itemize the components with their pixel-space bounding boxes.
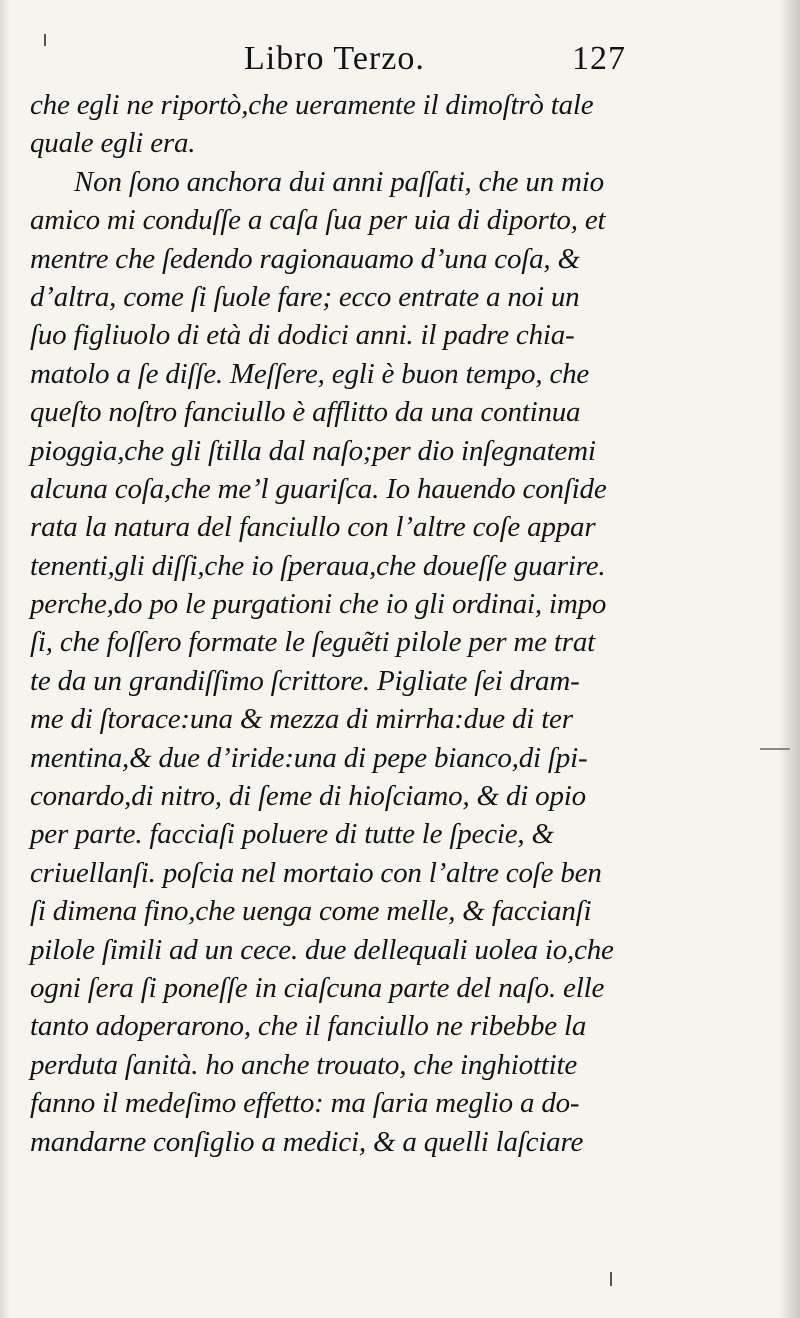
- text-line: rata la natura del fanciullo con l’altre coſe appar: [30, 511, 596, 544]
- gutter-shadow: [0, 0, 10, 1318]
- text-line: ſuo figliuolo di età di dodici anni. il padre chia-: [30, 319, 575, 352]
- text-line: pilole ſimili ad un cece. due dellequali uolea io,che: [30, 933, 614, 966]
- text-line: me di ſtorace:una & mezza di mirrha:due di ter: [30, 703, 573, 736]
- page-edge-shadow: [778, 0, 800, 1318]
- text-line: fanno il medeſimo effetto: ma ſaria meglio a do-: [30, 1087, 580, 1120]
- text-line: d’altra, come ſi ſuole fare; ecco entrate a noi un: [30, 280, 580, 313]
- scan-speck: [44, 34, 46, 46]
- text-line: perduta ſanità. ho anche trouato, che inghiottite: [30, 1048, 578, 1081]
- text-line: che egli ne riportò,che ueramente il dimoſtrò tale: [30, 89, 594, 121]
- text-line: tenenti,gli diſſi,che io ſperaua,che doueſſe guarire.: [30, 549, 606, 582]
- text-line: mandarne conſiglio a medici, & a quelli laſciare: [30, 1125, 584, 1158]
- text-line: criuellanſi. poſcia nel mortaio con l’altre coſe ben: [30, 856, 602, 889]
- text-line: alcuna coſa,che me’l guariſca. Io hauendo conſide: [30, 472, 607, 505]
- text-line: conardo,di nitro, di ſeme di hioſciamo, & di opio: [30, 780, 586, 813]
- text-line: te da un grandiſſimo ſcrittore. Pigliate ſei dram-: [30, 664, 580, 697]
- text-line: mentre che ſedendo ragionauamo d’una coſa, &: [30, 242, 580, 275]
- text-line: ſi, che foſſero formate le ſeguẽti pilole per me trat: [30, 626, 595, 659]
- text-line: perche,do po le purgationi che io gli ordinai, impo: [30, 588, 607, 621]
- text-line: mentina,& due d’iride:una di pepe bianco,di ſpi-: [30, 741, 588, 774]
- text-line: queſto noſtro fanciullo è afflitto da una continua: [30, 396, 581, 429]
- text-line: matolo a ſe diſſe. Meſſere, egli è buon tempo, che: [30, 357, 590, 390]
- page-header: [0, 40, 800, 88]
- scan-speck: [760, 748, 790, 750]
- text-line: tanto adoperarono, che il fanciullo ne ribebbe la: [30, 1010, 587, 1043]
- running-title: Libro Terzo.: [244, 40, 425, 77]
- text-line: amico mi conduſſe a caſa ſua per uia di diporto, et: [30, 204, 606, 237]
- body-text: [30, 86, 720, 1161]
- text-line: per parte. facciaſi poluere di tutte le ſpecie, &: [30, 818, 554, 851]
- text-line: pioggia,che gli ſtilla dal naſo;per dio inſegnatemi: [30, 434, 596, 467]
- text-line: ogni ſera ſi poneſſe in ciaſcuna parte del naſo. elle: [30, 971, 605, 1004]
- page-number: 127: [572, 40, 626, 77]
- text-line: quale egli era.: [30, 127, 196, 160]
- text-line: Non ſono anchora dui anni paſſati, che un mio: [74, 165, 604, 198]
- text-line: ſi dimena fino,che uenga come melle, & faccianſi: [30, 895, 592, 928]
- scan-speck: [610, 1272, 612, 1286]
